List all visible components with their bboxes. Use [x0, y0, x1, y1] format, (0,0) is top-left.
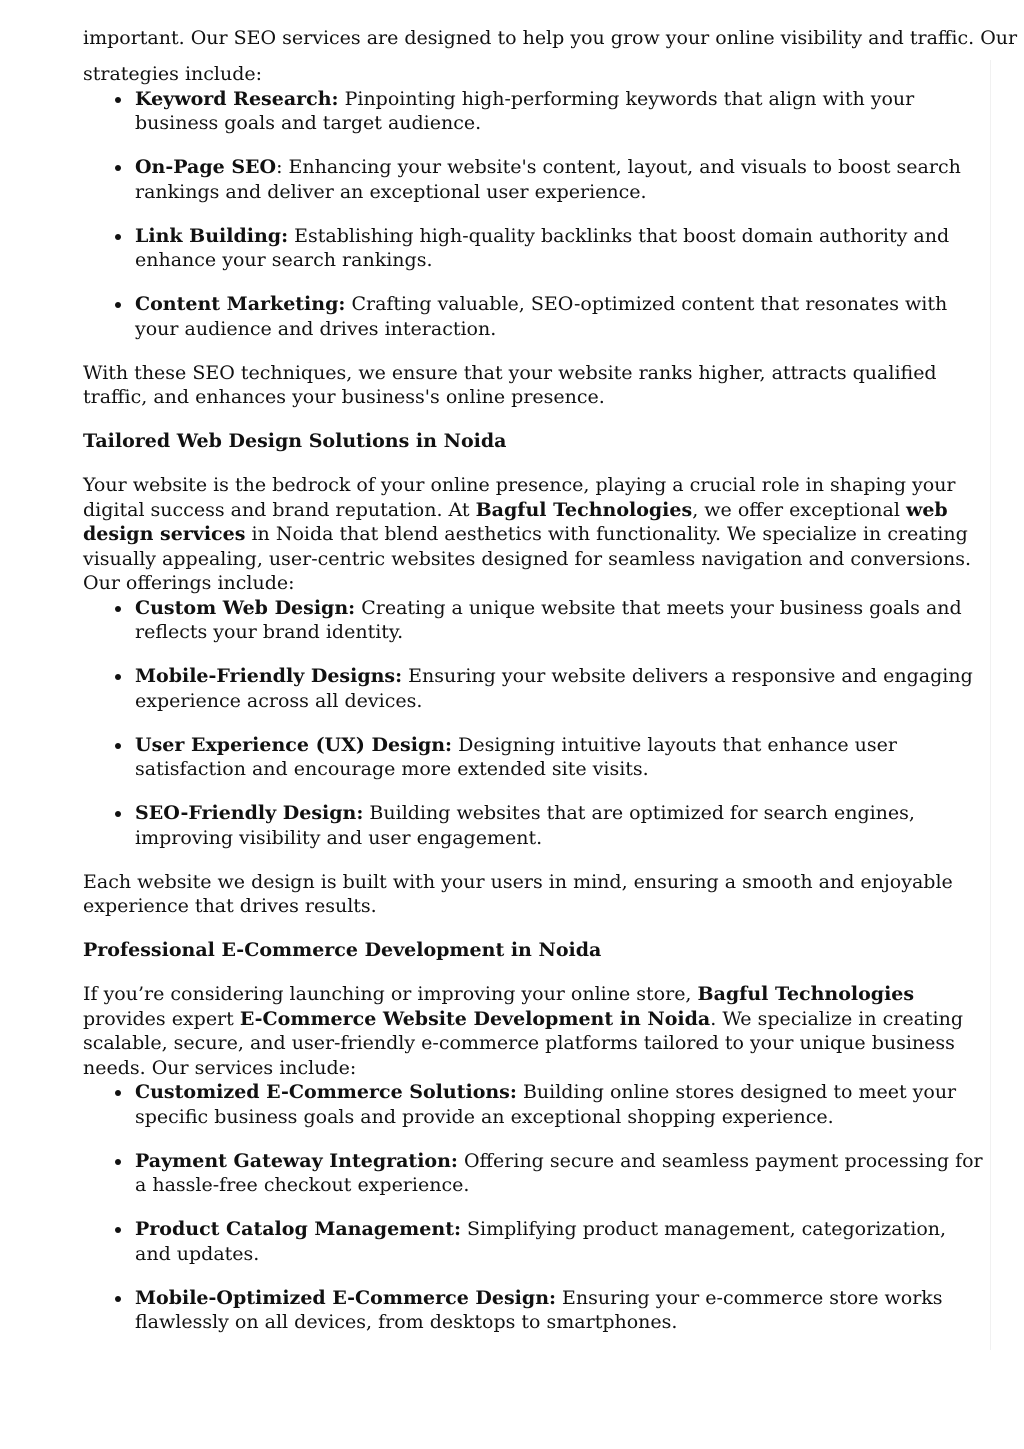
list-item	[135, 596, 983, 645]
ecommerce-intro	[83, 982, 983, 1080]
brand-name: Bagful Technologies	[475, 498, 693, 521]
seo-summary: With these SEO techniques, we ensure that your website ranks higher, attracts qualified traffic, and enhances your business's online presence.	[83, 361, 937, 408]
list-item	[135, 87, 983, 136]
clipped-text-line	[83, 27, 1018, 62]
list-item-term: Custom Web Design:	[135, 596, 356, 619]
web-design-summary: Each website we design is built with your users in mind, ensuring a smooth and enjoyable experience that drives results.	[83, 870, 953, 917]
list-item-desc: : Enhancing your website's content, layout, and visuals to boost search rankings and deliver an exceptional user experience.	[135, 156, 961, 203]
list-item-term: Customized E-Commerce Solutions:	[135, 1081, 517, 1103]
list-item-term: User Experience (UX) Design:	[135, 733, 453, 756]
page-edge-divider	[990, 60, 991, 1350]
list-item-term: Payment Gateway Integration:	[135, 1149, 458, 1172]
ecommerce-services-list	[83, 1080, 983, 1335]
text-run: If you’re considering launching or improving your online store,	[83, 983, 698, 1005]
list-item	[135, 292, 983, 341]
document-page	[83, 62, 983, 1354]
text-run: Your website is the bedrock of your online presence, playing a crucial role in shaping your digital success and brand reputation. At	[83, 474, 956, 521]
list-item-term: Content Marketing:	[135, 293, 346, 315]
service-name: E-Commerce Website Development in Noida	[239, 1007, 711, 1030]
web-design-intro	[83, 473, 983, 596]
list-item	[135, 801, 983, 850]
list-item-desc: Building online stores designed to meet your specific business goals and provide an exceptional shopping experience.	[135, 1081, 957, 1128]
list-item-desc: Offering secure and seamless payment processing for a hassle-free checkout experience.	[135, 1149, 983, 1196]
list-item-desc: Establishing high-quality backlinks that boost domain authority and enhance your search rankings.	[135, 224, 950, 271]
intro-tail: strategies include:	[83, 63, 263, 85]
text-run: in Noida that blend aesthetics with functionality. We specialize in creating visually appealing, user-centric websites designed for seamless navigation and conversions. Our offerings include:	[83, 523, 972, 594]
list-item-desc: Designing intuitive layouts that enhance user satisfaction and encourage more extended site visits.	[135, 733, 897, 780]
list-item-term: Mobile-Friendly Designs:	[135, 665, 403, 687]
seo-strategies-list	[83, 87, 983, 342]
list-item-term: Link Building:	[135, 224, 289, 247]
web-design-offerings-list	[83, 596, 983, 851]
list-item-term: Keyword Research:	[135, 87, 339, 110]
list-item	[135, 155, 983, 204]
list-item-desc: Creating a unique website that meets your business goals and reflects your brand identity.	[135, 596, 962, 643]
web-design-heading: Tailored Web Design Solutions in Noida	[83, 430, 507, 452]
list-item	[135, 1286, 983, 1335]
list-item-desc: Ensuring your website delivers a responsive and engaging experience across all devices.	[135, 665, 973, 712]
list-item-desc: Simplifying product management, categorization, and updates.	[135, 1218, 947, 1265]
list-item-term: SEO-Friendly Design:	[135, 802, 364, 824]
list-item-desc: Building websites that are optimized for search engines, improving visibility and user engagement.	[135, 802, 915, 849]
list-item-term: On-Page SEO	[135, 156, 277, 178]
text-run: provides expert	[83, 1007, 240, 1030]
list-item-term: Product Catalog Management:	[135, 1218, 461, 1240]
text-run: . We specialize in creating scalable, secure, and user-friendly e-commerce platforms tailored to your unique business needs. Our services include:	[83, 1007, 964, 1079]
list-item	[135, 1217, 983, 1266]
list-item	[135, 1149, 983, 1198]
list-item-desc: Crafting valuable, SEO-optimized content that resonates with your audience and drives interaction.	[135, 293, 948, 340]
ecommerce-heading: Professional E-Commerce Development in Noida	[83, 939, 602, 961]
clipped-text: important. Our SEO services are designed to help you grow your online visibility and traffic. Our	[83, 27, 1018, 49]
list-item	[135, 1080, 983, 1129]
list-item	[135, 664, 983, 713]
list-item	[135, 733, 983, 782]
service-name: web design services	[83, 498, 948, 545]
list-item-desc: Pinpointing high-performing keywords that align with your business goals and target audience.	[135, 87, 915, 134]
text-run: , we offer exceptional	[692, 498, 906, 521]
list-item-term: Mobile-Optimized E-Commerce Design:	[135, 1286, 557, 1309]
list-item-desc: Ensuring your e-commerce store works flawlessly on all devices, from desktops to smartphones.	[135, 1286, 943, 1333]
list-item	[135, 224, 983, 273]
brand-name: Bagful Technologies	[697, 983, 915, 1005]
